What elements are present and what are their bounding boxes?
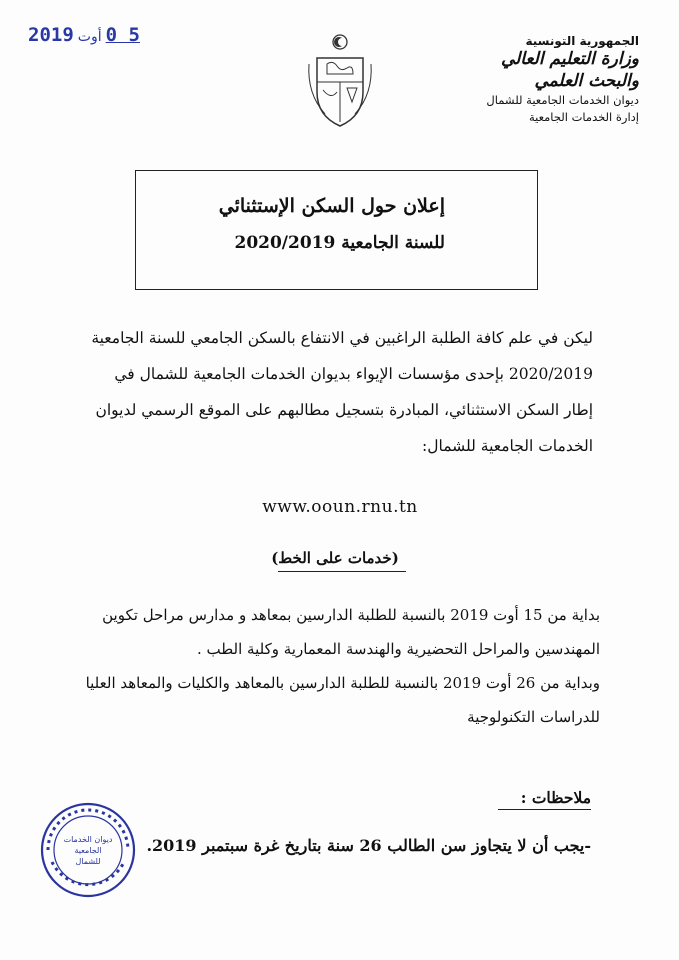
note-item: -يجب أن لا يتجاوز سن الطالب 26 سنة بتاريخ غرة سبتمبر 2019. [146, 836, 591, 855]
schedule-line: للدراسات التكنولوجية [467, 708, 600, 726]
stamp-day: 0 5 [105, 24, 140, 46]
ministry-header [439, 34, 639, 126]
seal-text [50, 834, 126, 867]
seal-line: ديوان الخدمات [63, 835, 113, 844]
online-services-label: (خدمات على الخط) [271, 549, 399, 567]
intro-line: الخدمات الجامعية للشمال: [421, 437, 593, 455]
schedule-line: وبداية من 26 أوت 2019 بالنسبة للطلبة الدارسين بالمعاهد والكليات والمعاهد العليا [85, 674, 600, 692]
notes-underline [498, 809, 591, 810]
schedule-paragraph [85, 598, 600, 734]
academic-year-subtitle: للسنة الجامعية 2020/2019 [234, 233, 445, 253]
ministry-name-line2: والبحث العلمي [534, 71, 639, 91]
intro-line: 2020/2019 بإحدى مؤسسات الإيواء بديوان الخدمات الجامعية للشمال في [114, 365, 593, 383]
seal-line: الجامعية [74, 846, 102, 855]
website-url: www.ooun.rnu.tn [262, 497, 418, 517]
schedule-line: بداية من 15 أوت 2019 بالنسبة للطلبة الدارسين بمعاهد و مدارس مراحل تكوين [102, 606, 600, 624]
department-name: إدارة الخدمات الجامعية [528, 110, 639, 124]
stamp-month: أوت [77, 29, 102, 45]
republic-label: الجمهورية التونسية [525, 34, 639, 48]
seal-line: للشمال [75, 857, 101, 866]
coat-of-arms-icon [305, 30, 375, 130]
announcement-title: إعلان حول السكن الإستثنائي [218, 195, 445, 217]
date-stamp [28, 24, 168, 54]
announcement-title-box [135, 170, 538, 290]
intro-line: إطار السكن الاستثنائي، المبادرة بتسجيل مطالبهم على الموقع الرسمي لديوان [95, 401, 593, 419]
schedule-line: المهندسين والمراحل التحضيرية والهندسة المعمارية وكلية الطب . [196, 640, 600, 658]
intro-paragraph [91, 320, 593, 464]
online-services-underline [278, 571, 406, 572]
stamp-year: 2019 [28, 24, 74, 46]
office-name: ديوان الخدمات الجامعية للشمال [486, 93, 639, 107]
notes-heading: ملاحظات : [520, 788, 591, 807]
intro-line: ليكن في علم كافة الطلبة الراغبين في الانتفاع بالسكن الجامعي للسنة الجامعية [91, 329, 593, 347]
ministry-name-line1: وزارة التعليم العالي [500, 49, 639, 69]
